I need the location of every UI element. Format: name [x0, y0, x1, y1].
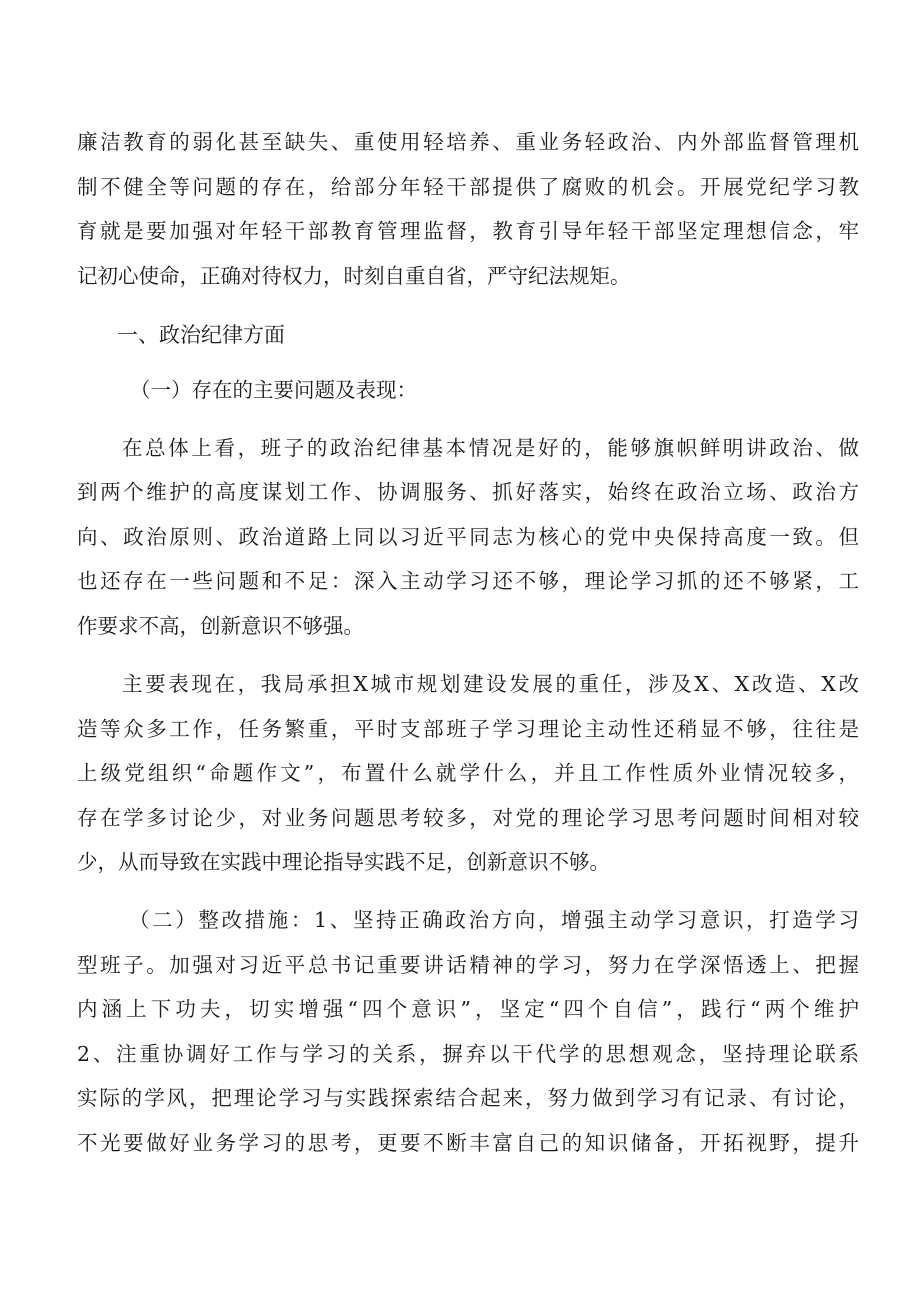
text-line: 主要表现在，我局承担X城市规划建设发展的重任，涉及X、X改造、X改 — [122, 672, 859, 696]
text-line: （二）整改措施：1、坚持正确政治方向，增强主动学习意识，打造学习 — [129, 908, 859, 932]
text-line: 不光要做好业务学习的思考，更要不断丰富自己的知识储备，开拓视野，提升 — [77, 1131, 859, 1155]
text-line: 记初心使命，正确对待权力，时刻自重自省，严守纪法规矩。 — [77, 264, 631, 288]
text-line: 在总体上看，班子的政治纪律基本情况是好的，能够旗帜鲜明讲政治、做 — [122, 436, 859, 460]
text-line: 育就是要加强对年轻干部教育管理监督，教育引导年轻干部坚定理想信念，牢 — [77, 219, 859, 243]
section-heading: 一、政治纪律方面 — [117, 323, 285, 347]
text-line: 造等众多工作，任务繁重，平时支部班子学习理论主动性还稍显不够，往往是 — [77, 717, 859, 741]
text-line: 作要求不高，创新意识不够强。 — [77, 614, 364, 638]
text-line: 上级党组织“命题作文”，布置什么就学什么，并且工作性质外业情况较多， — [77, 761, 859, 785]
text-line: 2、注重协调好工作与学习的关系，摒弃以干代学的思想观念，坚持理论联系 — [77, 1042, 859, 1066]
text-line: 少，从而导致在实践中理论指导实践不足，创新意识不够。 — [77, 850, 610, 874]
text-line: 型班子。加强对习近平总书记重要讲话精神的学习，努力在学深悟透上、把握 — [77, 953, 859, 977]
text-line: 存在学多讨论少，对业务问题思考较多，对党的理论学习思考问题时间相对较 — [77, 806, 859, 830]
text-line: 到两个维护的高度谋划工作、协调服务、抓好落实，始终在政治立场、政治方 — [77, 480, 859, 504]
text-line: 也还存在一些问题和不足：深入主动学习还不够，理论学习抓的还不够紧，工 — [77, 569, 859, 593]
text-line: 向、政治原则、政治道路上同以习近平同志为核心的党中央保持高度一致。但 — [77, 525, 859, 549]
text-line: 廉洁教育的弱化甚至缺失、重使用轻培养、重业务轻政治、内外部监督管理机 — [77, 130, 859, 154]
text-line: 实际的学风，把理论学习与实践探索结合起来，努力做到学习有记录、有讨论， — [77, 1086, 859, 1110]
subsection-heading: （一）存在的主要问题及表现： — [130, 378, 417, 402]
text-line: 内涵上下功夫，切实增强“四个意识”，坚定“四个自信”，践行“两个维护 — [77, 997, 859, 1021]
text-line: 制不健全等问题的存在，给部分年轻干部提供了腐败的机会。开展党纪学习教 — [77, 175, 859, 199]
